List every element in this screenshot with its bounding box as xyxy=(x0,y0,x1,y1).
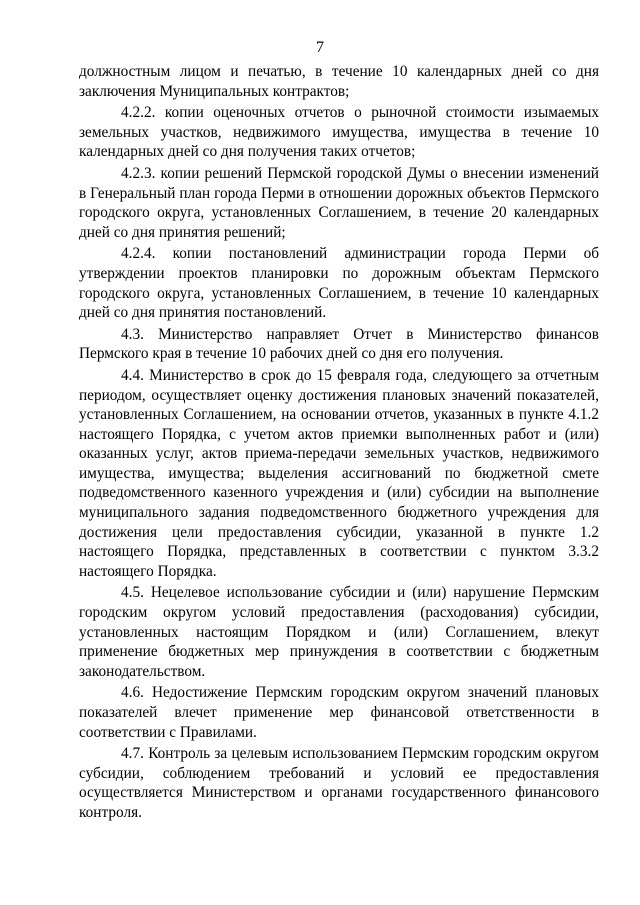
paragraph-4-6: 4.6. Недостижение Пермским городским округом значений плановых показателей влечет применение мер финансовой ответственности в соответствии с Правилами. xyxy=(79,684,599,741)
paragraph-4-7: 4.7. Контроль за целевым использованием Пермским городским округом субсидии, соблюдением требований и условий ее предоставления осуществляется Министерством и органами государственного финансового контроля. xyxy=(79,745,599,821)
paragraph-4-4: 4.4. Министерство в срок до 15 февраля года, следующего за отчетным периодом, осуществляет оценку достижения плановых значений показателей, установленных Соглашением, на основании отчетов, указанных в пункте 4.1.2 настоящего Порядка, с учетом актов приемки выполненных работ и (или) оказанных услуг, актов приема-передачи земельных участков, недвижимого имущества, имущества; выделения ассигнований по бюджетной смете подведомственного казенного учреждения и (или) субсидии на выполнение муниципального задания подведомственного бюджетного учреждения для достижения цели предоставления субсидии, указанной в пункте 1.2 настоящего Порядка, представленных в соответствии с пунктом 3.3.2 настоящего Порядка. xyxy=(79,366,599,580)
paragraph-4-2-4: 4.2.4. копии постановлений администрации города Перми об утверждении проектов планировки по дорожным объектам Пермского городского округа, установленных Соглашением, в течение 10 календарных дней со дня принятия постановлений. xyxy=(79,245,599,322)
page-number: 7 xyxy=(316,39,324,56)
paragraph-4-5: 4.5. Нецелевое использование субсидии и (или) нарушение Пермским городским округом условий предоставления (расходования) субсидии, установленных настоящим Порядком и (или) Соглашением, влекут применение бюджетных мер принуждения в соответствии с бюджетным законодательством. xyxy=(79,584,599,680)
document-body xyxy=(79,62,599,823)
paragraph-contract-tail: должностным лицом и печатью, в течение 10 календарных дней со дня заключения Муниципальных контрактов; xyxy=(79,63,599,100)
paragraph-4-3: 4.3. Министерство направляет Отчет в Министерство финансов Пермского края в течение 10 рабочих дней со дня его получения. xyxy=(79,325,599,363)
paragraph-4-2-2: 4.2.2. копии оценочных отчетов о рыночной стоимости изымаемых земельных участков, недвижимого имущества, имущества в течение 10 календарных дней со дня получения таких отчетов; xyxy=(79,104,599,161)
paragraph-4-2-3: 4.2.3. копии решений Пермской городской Думы о внесении изменений в Генеральный план города Перми в отношении дорожных объектов Пермского городского округа, установленных Соглашением, в течение 20 календарных дней со дня принятия решений; xyxy=(79,164,599,241)
